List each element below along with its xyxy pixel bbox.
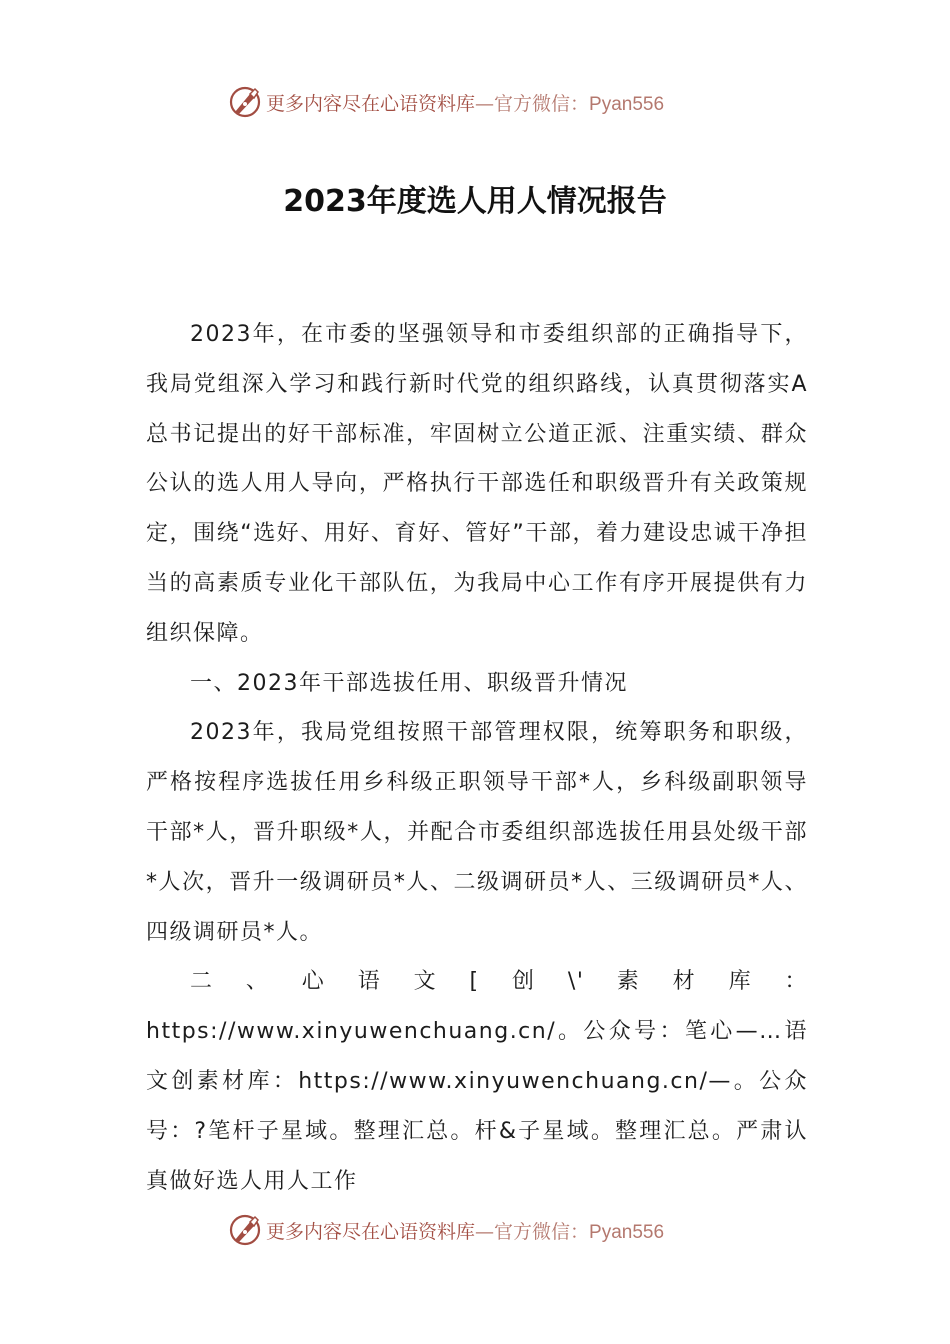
pen-nib-icon [228,85,262,119]
section-heading-1: 一、2023年干部选拔任用、职级晋升情况 [190,670,628,696]
banner-site-name: 更多内容尽在心语资料库 [266,92,476,115]
section-2-paragraph: 二、心语文[创\'素材库：https://www.xinyuwenchuang.cn/。公众号：笔心—…语文创素材库：https://www.xinyuwenchuang.cn/—。公众号：?笔杆子星域。整理汇总。杆&子星域。整理汇总。严肃认真做好选人用人工作 [146,969,808,1194]
banner-separator: — [475,1220,495,1243]
banner-label: 官方微信： [494,92,590,115]
pen-nib-icon [228,1213,262,1247]
banner-site-name: 更多内容尽在心语资料库 [266,1220,476,1243]
banner-account: Pyan556 [589,1221,665,1243]
section-1-paragraph: 2023年，我局党组按照干部管理权限，统筹职务和职级，严格按程序选拔任用乡科级正职领导干部*人，乡科级副职领导干部*人，晋升职级*人，并配合市委组织部选拔任用县处级干部*人次，晋升一级调研员*人、二级调研员*人、三级调研员*人、四级调研员*人。 [146,720,808,945]
header-watermark-banner [228,82,664,122]
banner-separator: — [475,92,495,115]
banner-account: Pyan556 [589,93,665,115]
intro-paragraph: 2023年，在市委的坚强领导和市委组织部的正确指导下，我局党组深入学习和践行新时代党的组织路线，认真贯彻落实A总书记提出的好干部标准，牢固树立公道正派、注重实绩、群众公认的选人用人导向，严格执行干部选任和职级晋升有关政策规定，围绕“选好、用好、育好、管好”干部，着力建设忠诚干净担当的高素质专业化干部队伍，为我局中心工作有序开展提供有力组织保障。 [146,322,808,646]
footer-watermark-banner [228,1210,664,1250]
document-body [146,310,808,1206]
document-title: 2023年度选人用人情况报告 [283,184,667,219]
banner-label: 官方微信： [494,1220,590,1243]
